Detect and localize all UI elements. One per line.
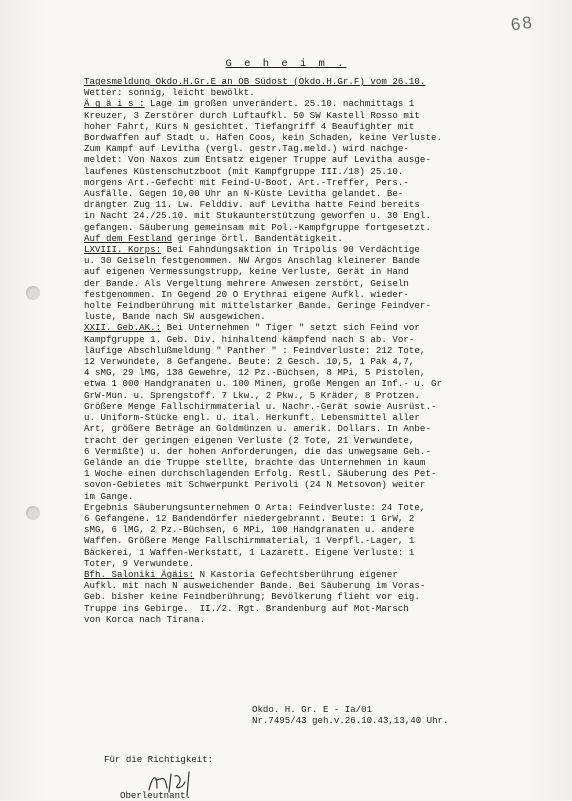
festland-line: geringe örtl. Bandentätigkeit. <box>172 232 343 244</box>
gebak-line: im Gange. <box>84 490 134 502</box>
saloniki-line: Truppe ins Gebirge. II./2. Rgt. Brandenburg auf Mot-Marsch <box>84 602 409 614</box>
gebak-line: Art, größere Beträge an Goldmünzen u. amerik. Dollars. In Anbe- <box>84 423 431 435</box>
aegaeis-line: hoher Fahrt, Kurs N gesichtet. Tiefangriff 4 Beaufighter mit <box>84 120 415 132</box>
festland-label: Auf dem Festland <box>84 232 173 244</box>
aegaeis-line: in Nacht 24./25.10. mit Stukaunterstützung geworfen u. 30 Engl. <box>84 210 431 222</box>
gebak-line: u. Uniform-Stücke engl. u. ital. Herkunft. Lebensmittel aller <box>84 412 420 424</box>
gebak-line: sMG, 6 lMG, 2 Pz.-Büchsen, 6 MPi, 100 Handgranaten u. andere <box>84 524 415 536</box>
reference-line: Nr.7495/43 geh.v.26.10.43,13,40 Uhr. <box>252 715 449 727</box>
korps-line: der Bande. Als Vergeltung mehrere Anwesen zerstört, Geiseln <box>84 277 409 289</box>
gebak-line: 4 sMG, 29 lMG, 138 Gewehre, 12 Pz.-Büchsen, 8 MPi, 5 Pistolen, <box>84 367 426 379</box>
aegaeis-line: Bordwaffen auf Stadt u. Hafen Coos, kein Schaden, keine Verluste. <box>84 132 442 144</box>
report-body <box>84 76 536 625</box>
certification-label: Für die Richtigkeit: <box>104 754 214 765</box>
korps-line: Bei Fahndungsaktion in Tripolis 90 Verdächtige <box>161 244 420 256</box>
gebak-line: tracht der geringen eigenen Verluste (2 Tote, 21 Verwundete, <box>84 434 415 446</box>
korps-label: LXVIII. Korps: <box>84 244 162 256</box>
classification-heading: G e h e i m . <box>225 58 347 70</box>
korps-line: auf eigenen Vermessungstrupp, keine Verluste, Gerät in Hand <box>84 266 409 278</box>
korps-line: luste, Bande nach SW ausgewichen. <box>84 311 266 323</box>
gebak-line: Gelände an die Truppe stellte, brachte das Unternehmen in kaum <box>84 456 426 468</box>
gebak-line: 12 Verwundete, 8 Gefangene. Beute: 2 Gesch. 10,5, 1 Pak 4,7, <box>84 356 415 368</box>
gebak-line: GrW-Mun. u. Sprengstoff. 7 Lkw., 2 Pkw., 5 Kräder, 8 Protzen. <box>84 389 420 401</box>
gebak-line: Kampfgruppe 1. Geb. Div. hinhaltend kämpfend nach S ab. Vor- <box>84 333 415 345</box>
gebak-line: 6 Vermißte) u. der hohen Anforderungen, die das unwegsame Geb.- <box>84 445 431 457</box>
gebak-line: läufige Abschlußmeldung " Panther " : Feindverluste: 212 Tote, <box>84 344 426 356</box>
aegaeis-line: Zum Kampf auf Levitha (vergl. gestr.Tag.meld.) wird nachge- <box>84 143 409 155</box>
gebak-line: sovon-Gebietes mit Schwerpunkt Perivoli (24 N Metsovon) weiter <box>84 479 426 491</box>
saloniki-line: von Korca nach Tirana. <box>84 613 206 625</box>
gebak-label: XXII. Geb.AK.: <box>84 322 162 334</box>
gebak-line: Größere Menge Fallschirmmaterial u. Nachr.-Gerät sowie Ausrüst.- <box>84 400 437 412</box>
gebak-line: 1 Woche einen durchschlagenden Erfolg. Restl. Säuberung des Pet- <box>84 468 437 480</box>
gebak-line: Bei Unternehmen " Tiger " setzt sich Feind vor <box>161 322 420 334</box>
aegaeis-line: gefangen. Säuberung gemeinsam mit Pol.-Kampfgruppe fortgesetzt. <box>84 221 431 233</box>
gebak-line: Bäckerei, 1 Waffen-Werkstatt, 1 Lazarett. Eigene Verluste: 1 <box>84 546 415 558</box>
report-title: Tagesmeldung Okdo.H.Gr.E an OB Südost (Okdo.H.Gr.F) vom 26.10. <box>84 76 426 87</box>
aegaeis-line: meldet: Von Naxos zum Entsatz eigener Truppe auf Levitha ausge- <box>84 154 431 166</box>
saloniki-line: Aufkl. mit nach N ausweichender Bande. Bei Säuberung im Voras- <box>84 580 426 592</box>
gebak-line: etwa 1 000 Handgranaten u. 100 Minen, große Mengen an Inf.- u. Gr <box>84 378 442 390</box>
saloniki-label: Bfh. Saloniki Ägäis: <box>84 568 195 580</box>
korps-line: festgenommen. In Gegend 20 O Erythrai eigene Aufkl. wieder- <box>84 288 409 300</box>
punch-hole-top <box>26 286 40 300</box>
signatory-rank: Oberleutnant. <box>120 790 191 801</box>
gebak-line: Toter, 9 Verwundete. <box>84 557 195 569</box>
punch-hole-bottom <box>26 506 40 520</box>
saloniki-line: N Kastoria Gefechtsberührung eigener <box>194 568 398 580</box>
gebak-line: Ergebnis Säuberungsunternehmen O Arta: Feindverluste: 24 Tote, <box>84 501 426 513</box>
gebak-line: Waffen. Größere Menge Fallschirmmaterial, 1 Verpfl.-Lager, 1 <box>84 535 415 547</box>
korps-line: u. 30 Geiseln festgenommen. NW Argos Anschlag kleinerer Bande <box>84 255 420 267</box>
aegaeis-line: laufenes Küstenschutzboot (mit Kampfgruppe III./18) 25.10. <box>84 165 404 177</box>
page-number: 68 <box>509 12 536 35</box>
aegaeis-line: drängter Zug 11. Lw. Felddiv. auf Levitha hatte Feind bereits <box>84 199 420 211</box>
aegaeis-line: Lage im großen unverändert. 25.10. nachmittags 1 <box>144 98 415 110</box>
gebak-line: 6 Gefangene. 12 Bandendörfer niedergebrannt. Beute: 1 GrW, 2 <box>84 512 415 524</box>
korps-line: holte Feindberührung mit mittelstarker Bande. Geringe Feindver- <box>84 300 431 312</box>
weather-line: Wetter: sonnig, leicht bewölkt. <box>84 87 255 99</box>
aegaeis-line: morgens Art.-Gefecht mit Feind-U-Boot. Art.-Treffer, Pers.- <box>84 176 409 188</box>
aegaeis-line: Kreuzer, 3 Zerstörer durch Luftaufkl. 50 SW Kastell Rosso mit <box>84 109 420 121</box>
originator-block <box>252 704 552 726</box>
aegaeis-label: Ä g ä i s : <box>84 98 145 110</box>
saloniki-line: Geb. bisher keine Feindberührung; Bevölkerung flieht vor eig. <box>84 591 420 603</box>
aegaeis-line: Ausfälle. Gegen 10,00 Uhr an N-Küste Levitha gelandet. Be- <box>84 188 404 200</box>
originator-line: Okdo. H. Gr. E - Ia/01 <box>252 704 373 715</box>
